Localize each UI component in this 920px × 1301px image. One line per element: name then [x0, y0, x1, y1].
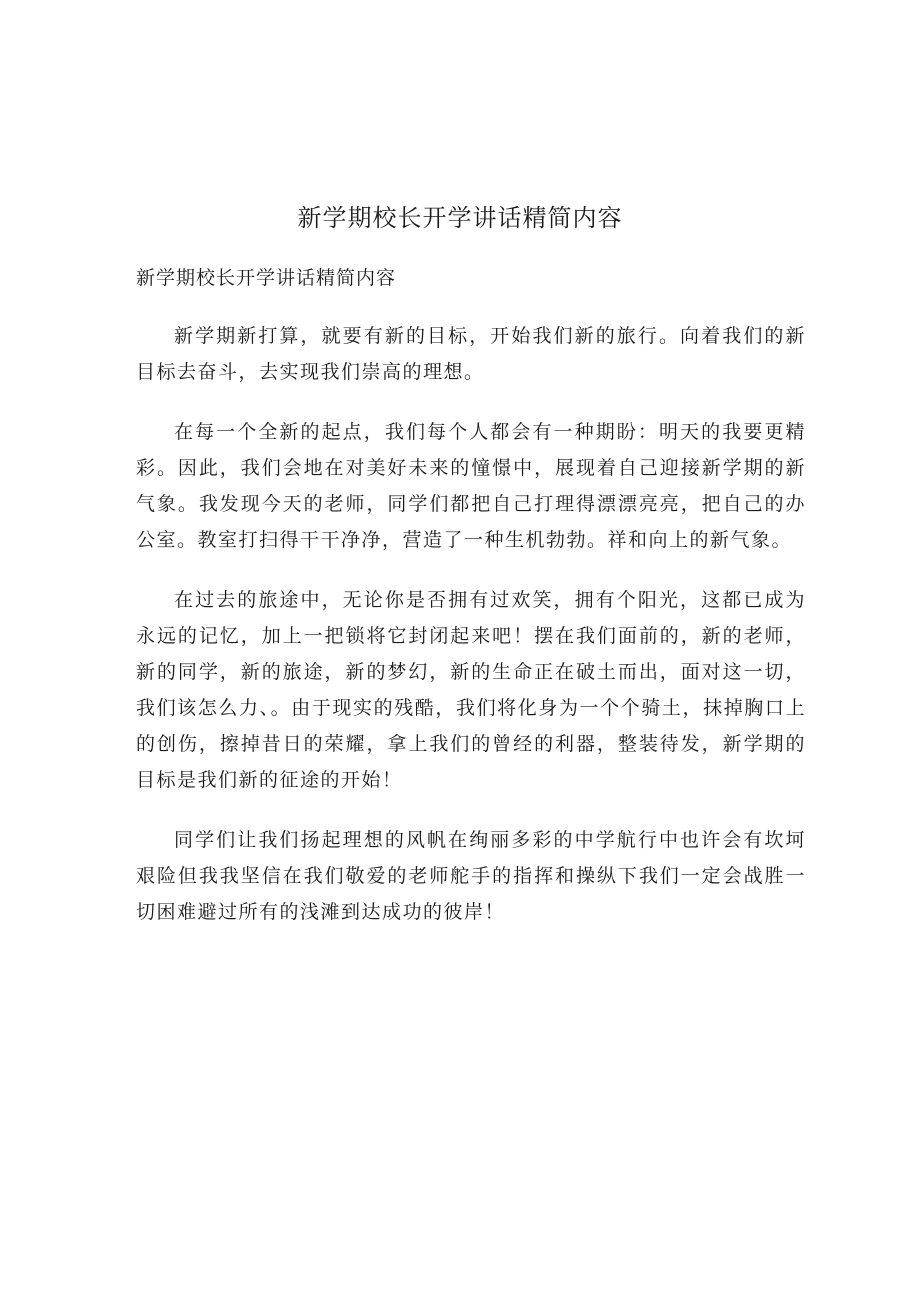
- paragraph-3: 在过去的旅途中，无论你是否拥有过欢笑，拥有个阳光，这都已成为永远的记忆，加上一把锁将它封闭起来吧！摆在我们面前的，新的老师，新的同学，新的旅途，新的梦幻，新的生命正在破土而出，面对这一切，我们该怎么力、。由于现实的残酷，我们将化身为一个个骑土，抹掉胸口上的创伤，擦掉昔日的荣耀，拿上我们的曾经的利器，整装待发，新学期的目标是我们新的征途的开始！: [136, 589, 806, 791]
- paragraph-2: 在每一个全新的起点，我们每个人都会有一种期盼：明天的我要更精彩。因此，我们会地在对美好未来的憧憬中，展现着自己迎接新学期的新气象。我发现今天的老师，同学们都把自己打理得漂漂亮亮，把自己的办公室。教室打扫得干干净净，营造了一种生机勃勃。祥和向上的新气象。: [136, 421, 806, 551]
- page-title: 新学期校长开学讲话精简内容: [297, 204, 623, 232]
- paragraph-4: 同学们让我们扬起理想的风帆在绚丽多彩的中学航行中也许会有坎坷艰险但我我坚信在我们敬爱的老师舵手的指挥和操纵下我们一定会战胜一切困难避过所有的浅滩到达成功的彼岸！: [136, 829, 806, 923]
- document-subtitle: 新学期校长开学讲话精简内容: [136, 267, 397, 289]
- paragraph-1: 新学期新打算，就要有新的目标，开始我们新的旅行。向着我们的新目标去奋斗，去实现我们崇高的理想。: [136, 325, 806, 383]
- body-text: [136, 318, 806, 954]
